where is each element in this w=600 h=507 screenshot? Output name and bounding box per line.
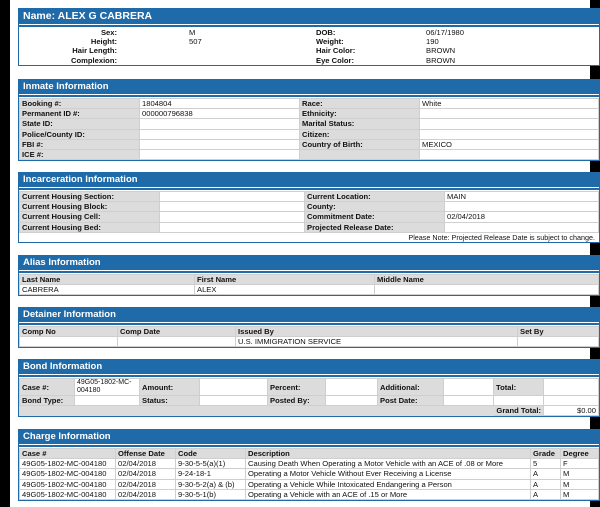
incarceration-value-left bbox=[160, 222, 305, 232]
record-page bbox=[10, 0, 596, 507]
alias-last-name: CABRERA bbox=[20, 285, 195, 295]
bond-header: Bond Information bbox=[19, 360, 599, 374]
bond-amount-label: Amount: bbox=[140, 379, 200, 396]
charge-offense-date: 02/04/2018 bbox=[116, 479, 176, 489]
inmate-label-left: Permanent ID #: bbox=[20, 109, 140, 119]
bond-case-label: Case #: bbox=[20, 379, 75, 396]
grand-total-value: $0.00 bbox=[544, 406, 599, 416]
incarceration-value-left bbox=[160, 212, 305, 222]
charge-header: Charge Information bbox=[19, 430, 599, 444]
dob-value: 06/17/1980 bbox=[426, 28, 465, 38]
inmate-value-left bbox=[140, 129, 300, 139]
inmate-row bbox=[20, 139, 599, 149]
charge-degree: M bbox=[561, 469, 599, 479]
charge-col-degree: Degree bbox=[561, 449, 599, 459]
inmate-label-left: Police/County ID: bbox=[20, 129, 140, 139]
incarceration-row bbox=[20, 202, 599, 212]
charge-case: 49G05-1802-MC-004180 bbox=[20, 489, 116, 499]
inmate-section bbox=[18, 79, 600, 161]
bond-status-value bbox=[200, 396, 268, 406]
bond-case-value: 49G05-1802-MC-004180 bbox=[75, 379, 140, 396]
inmate-value-left bbox=[140, 119, 300, 129]
height-label: Height: bbox=[90, 37, 117, 47]
charge-code: 9-30-5-1(b) bbox=[176, 489, 246, 499]
hair-length-value bbox=[129, 46, 314, 55]
charge-table bbox=[19, 448, 599, 500]
incarceration-value-right bbox=[445, 222, 599, 232]
incarceration-row bbox=[20, 192, 599, 202]
alias-first-name: ALEX bbox=[195, 285, 375, 295]
inmate-label-left: ICE #: bbox=[20, 149, 140, 159]
bond-section bbox=[18, 359, 600, 417]
complexion-label: Complexion: bbox=[71, 55, 117, 65]
incarceration-value-right: MAIN bbox=[445, 192, 599, 202]
charge-degree: M bbox=[561, 479, 599, 489]
name-table bbox=[19, 28, 599, 65]
inmate-label-right: Ethnicity: bbox=[300, 109, 420, 119]
incarceration-value-left bbox=[160, 202, 305, 212]
inmate-label-left: FBI #: bbox=[20, 139, 140, 149]
release-date-note: Please Note: Projected Release Date is subject to change. bbox=[408, 232, 595, 242]
bond-type-label: Bond Type: bbox=[20, 396, 75, 406]
charge-description: Operating a Vehicle with an ACE of .15 or More bbox=[246, 489, 531, 499]
incarceration-label-right: Projected Release Date: bbox=[305, 222, 445, 232]
inmate-row bbox=[20, 109, 599, 119]
inmate-label-right: Marital Status: bbox=[300, 119, 420, 129]
alias-section bbox=[18, 255, 600, 296]
alias-col-first: First Name bbox=[195, 275, 375, 285]
detainer-comp-no bbox=[20, 337, 118, 347]
charge-row bbox=[20, 459, 599, 469]
charge-col-case: Case # bbox=[20, 449, 116, 459]
detainer-col-comp-date: Comp Date bbox=[118, 327, 236, 337]
hair-color-value: BROWN bbox=[426, 46, 456, 56]
charge-grade: A bbox=[531, 479, 561, 489]
incarceration-row bbox=[20, 222, 599, 232]
weight-value: 190 bbox=[426, 37, 439, 47]
inmate-value-left: 000000796838 bbox=[140, 109, 300, 119]
incarceration-label-right: Commitment Date: bbox=[305, 212, 445, 222]
charge-code: 9-30-5-2(a) & (b) bbox=[176, 479, 246, 489]
charge-offense-date: 02/04/2018 bbox=[116, 459, 176, 469]
alias-col-middle: Middle Name bbox=[375, 275, 599, 285]
charge-grade: A bbox=[531, 469, 561, 479]
bond-empty-cell bbox=[494, 396, 544, 406]
bond-amount-value bbox=[200, 379, 268, 396]
inmate-value-right: MEXICO bbox=[420, 139, 599, 149]
incarceration-label-left: Current Housing Block: bbox=[20, 202, 160, 212]
bond-additional-label: Additional: bbox=[378, 379, 444, 396]
weight-label: Weight: bbox=[316, 37, 344, 47]
inmate-label-right: Race: bbox=[300, 99, 420, 109]
charge-description: Operating a Vehicle While Intoxicated Endangering a Person bbox=[246, 479, 531, 489]
detainer-set-by bbox=[518, 337, 599, 347]
bond-total-filler bbox=[20, 406, 494, 416]
incarceration-value-right bbox=[445, 202, 599, 212]
inmate-row bbox=[20, 129, 599, 139]
bond-post-date-value bbox=[444, 396, 494, 406]
detainer-col-set-by: Set By bbox=[518, 327, 599, 337]
alias-table bbox=[19, 274, 599, 295]
inmate-header: Inmate Information bbox=[19, 80, 599, 94]
detainer-header: Detainer Information bbox=[19, 308, 599, 322]
charge-offense-date: 02/04/2018 bbox=[116, 489, 176, 499]
bond-total-label: Total: bbox=[494, 379, 544, 396]
inmate-label-right: Citizen: bbox=[300, 129, 420, 139]
charge-row bbox=[20, 489, 599, 499]
inmate-value-right: White bbox=[420, 99, 599, 109]
inmate-label-left: State ID: bbox=[20, 119, 140, 129]
inmate-table bbox=[19, 98, 599, 160]
incarceration-label-left: Current Housing Cell: bbox=[20, 212, 160, 222]
detainer-issued-by: U.S. IMMIGRATION SERVICE bbox=[236, 337, 518, 347]
inmate-value-left: 1804804 bbox=[140, 99, 300, 109]
inmate-row bbox=[20, 99, 599, 109]
grand-total-label: Grand Total: bbox=[494, 406, 544, 416]
sex-label: Sex: bbox=[100, 28, 117, 38]
complexion-value bbox=[129, 56, 314, 65]
charge-row bbox=[20, 479, 599, 489]
dob-label: DOB: bbox=[316, 28, 336, 38]
charge-degree: F bbox=[561, 459, 599, 469]
bond-table bbox=[19, 378, 599, 416]
charge-code: 9-30-5-5(a)(1) bbox=[176, 459, 246, 469]
bond-status-label: Status: bbox=[140, 396, 200, 406]
bond-posted-by-label: Posted By: bbox=[268, 396, 326, 406]
name-header: Name: ALEX G CABRERA bbox=[19, 9, 599, 24]
inmate-row bbox=[20, 149, 599, 159]
incarceration-table bbox=[19, 191, 599, 233]
hair-color-label: Hair Color: bbox=[316, 46, 356, 56]
bond-empty-cell-2 bbox=[544, 396, 599, 406]
bond-post-date-label: Post Date: bbox=[378, 396, 444, 406]
charge-grade: A bbox=[531, 489, 561, 499]
detainer-col-comp-no: Comp No bbox=[20, 327, 118, 337]
height-value: 507 bbox=[189, 37, 202, 47]
bond-percent-label: Percent: bbox=[268, 379, 326, 396]
incarceration-label-right: County: bbox=[305, 202, 445, 212]
detainer-table bbox=[19, 326, 599, 347]
detainer-comp-date bbox=[118, 337, 236, 347]
bond-total-value bbox=[544, 379, 599, 396]
detainer-section bbox=[18, 307, 600, 348]
incarceration-header: Incarceration Information bbox=[19, 173, 599, 187]
inmate-value-right bbox=[420, 109, 599, 119]
inmate-value-left bbox=[140, 139, 300, 149]
alias-header: Alias Information bbox=[19, 256, 599, 270]
inmate-value-right bbox=[420, 119, 599, 129]
alias-middle-name bbox=[375, 285, 599, 295]
alias-col-last: Last Name bbox=[20, 275, 195, 285]
charge-case: 49G05-1802-MC-004180 bbox=[20, 479, 116, 489]
charge-col-offense-date: Offense Date bbox=[116, 449, 176, 459]
inmate-value-right bbox=[420, 129, 599, 139]
bond-type-value bbox=[75, 396, 140, 406]
charge-case: 49G05-1802-MC-004180 bbox=[20, 459, 116, 469]
name-section bbox=[18, 8, 600, 66]
charge-col-code: Code bbox=[176, 449, 246, 459]
inmate-value-right bbox=[420, 149, 599, 159]
incarceration-label-left: Current Housing Section: bbox=[20, 192, 160, 202]
charge-grade: 5 bbox=[531, 459, 561, 469]
incarceration-label-right: Current Location: bbox=[305, 192, 445, 202]
charge-offense-date: 02/04/2018 bbox=[116, 469, 176, 479]
inmate-label-left: Booking #: bbox=[20, 99, 140, 109]
incarceration-row bbox=[20, 212, 599, 222]
bond-additional-value bbox=[444, 379, 494, 396]
sex-value: M bbox=[189, 28, 196, 38]
incarceration-value-left bbox=[160, 192, 305, 202]
eye-color-value: BROWN bbox=[426, 55, 456, 65]
charge-description: Operating a Motor Vehicle Without Ever Receiving a License bbox=[246, 469, 531, 479]
inmate-value-left bbox=[140, 149, 300, 159]
inmate-label-right: Country of Birth: bbox=[300, 139, 420, 149]
incarceration-value-right: 02/04/2018 bbox=[445, 212, 599, 222]
charge-case: 49G05-1802-MC-004180 bbox=[20, 469, 116, 479]
bond-posted-by-value bbox=[326, 396, 378, 406]
charge-section bbox=[18, 429, 600, 501]
detainer-col-issued-by: Issued By bbox=[236, 327, 518, 337]
charge-col-grade: Grade bbox=[531, 449, 561, 459]
charge-degree: M bbox=[561, 489, 599, 499]
inmate-row bbox=[20, 119, 599, 129]
charge-col-description: Description bbox=[246, 449, 531, 459]
hair-length-label: Hair Length: bbox=[72, 46, 117, 56]
inmate-label-right bbox=[300, 149, 420, 159]
charge-code: 9-24-18-1 bbox=[176, 469, 246, 479]
bond-percent-value bbox=[326, 379, 378, 396]
charge-description: Causing Death When Operating a Motor Vehicle with an ACE of .08 or More bbox=[246, 459, 531, 469]
incarceration-label-left: Current Housing Bed: bbox=[20, 222, 160, 232]
eye-color-label: Eye Color: bbox=[316, 55, 354, 65]
incarceration-section bbox=[18, 172, 600, 243]
charge-row bbox=[20, 469, 599, 479]
